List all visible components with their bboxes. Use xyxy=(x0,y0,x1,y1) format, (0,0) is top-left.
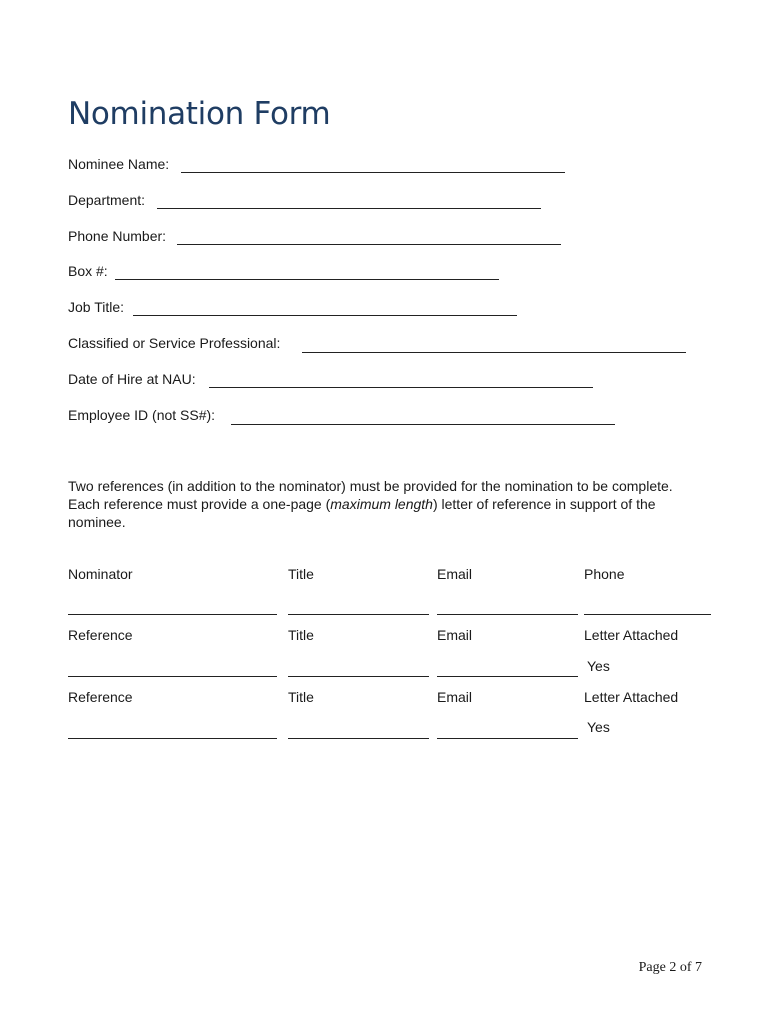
reference-2-email-line[interactable] xyxy=(437,738,578,739)
nominee-name-line[interactable] xyxy=(181,172,565,173)
reference-1-email-heading: Email xyxy=(437,627,473,643)
nominator-title-heading: Title xyxy=(288,566,314,582)
reference-instructions xyxy=(68,477,698,531)
box-line[interactable] xyxy=(115,279,499,280)
instructions-part-1: Two references (in addition to the nominator) must be provided for the nomination to be complete. Each reference must provide a one-page ( xyxy=(68,478,673,512)
job-title-label: Job Title: xyxy=(68,299,125,315)
page-number: Page 2 of 7 xyxy=(638,960,702,975)
nominator-email-heading: Email xyxy=(437,566,473,582)
page-title: Nomination Form xyxy=(68,96,331,132)
reference-2-letter-yes: Yes xyxy=(587,719,610,735)
reference-1-title-line[interactable] xyxy=(288,676,429,677)
classified-label: Classified or Service Professional: xyxy=(68,335,281,351)
phone-number-label: Phone Number: xyxy=(68,228,167,244)
department-label: Department: xyxy=(68,192,146,208)
reference-2-name-line[interactable] xyxy=(68,738,277,739)
date-of-hire-line[interactable] xyxy=(209,387,593,388)
reference-1-title-heading: Title xyxy=(288,627,314,643)
nominator-phone-heading: Phone xyxy=(584,566,625,582)
instructions-part-2: ) letter of reference in support of the nominee. xyxy=(68,496,656,530)
reference-2-title-heading: Title xyxy=(288,689,314,705)
reference-1-letter-yes: Yes xyxy=(587,658,610,674)
employee-id-label: Employee ID (not SS#): xyxy=(68,407,216,423)
department-line[interactable] xyxy=(157,208,541,209)
reference-2-letter-heading: Letter Attached xyxy=(584,689,679,705)
nominator-title-line[interactable] xyxy=(288,614,429,615)
reference-1-heading: Reference xyxy=(68,627,133,643)
reference-2-heading: Reference xyxy=(68,689,133,705)
nominator-heading: Nominator xyxy=(68,566,133,582)
nominator-phone-line[interactable] xyxy=(584,614,711,615)
instructions-emphasis: maximum length xyxy=(330,496,433,512)
date-of-hire-label: Date of Hire at NAU: xyxy=(68,371,196,387)
phone-number-line[interactable] xyxy=(177,244,561,245)
classified-line[interactable] xyxy=(302,352,686,353)
reference-2-title-line[interactable] xyxy=(288,738,429,739)
nominee-name-label: Nominee Name: xyxy=(68,156,170,172)
reference-1-email-line[interactable] xyxy=(437,676,578,677)
box-label: Box #: xyxy=(68,263,108,279)
job-title-line[interactable] xyxy=(133,315,517,316)
employee-id-line[interactable] xyxy=(231,424,615,425)
reference-1-letter-heading: Letter Attached xyxy=(584,627,679,643)
reference-2-email-heading: Email xyxy=(437,689,473,705)
nominator-email-line[interactable] xyxy=(437,614,578,615)
nominator-name-line[interactable] xyxy=(68,614,277,615)
reference-1-name-line[interactable] xyxy=(68,676,277,677)
